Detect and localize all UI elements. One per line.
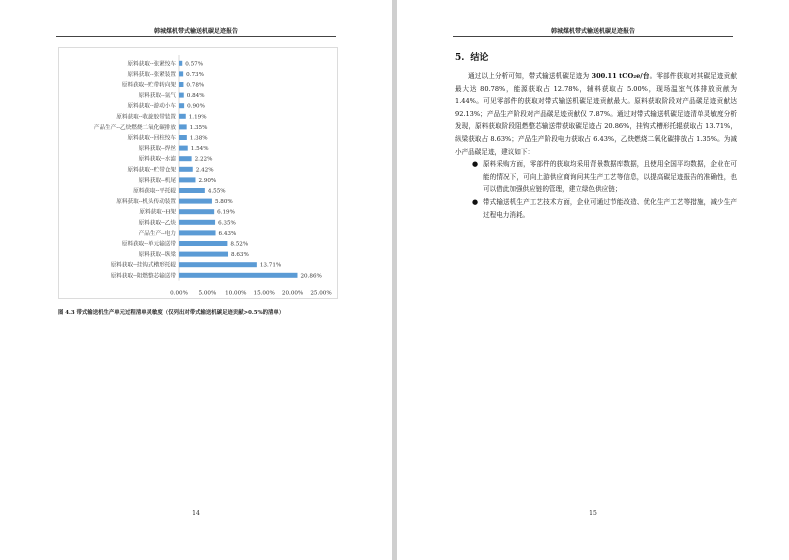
data-label: 6.35%	[218, 220, 236, 227]
right-page	[397, 0, 789, 560]
paragraph-text-1: 通过以上分析可知，带式输送机碳足迹为	[468, 72, 592, 80]
bar	[179, 71, 183, 76]
bar	[179, 220, 215, 225]
x-tick-label: 25.00%	[310, 290, 332, 297]
data-label: 0.57%	[185, 61, 204, 68]
category-label: 原料获取--乙炔	[138, 220, 176, 227]
running-header: 韩城煤机带式输送机碳足迹报告	[153, 28, 238, 35]
conclusion-body	[455, 70, 737, 221]
paragraph-text-2: 。零部件获取对其碳足迹贡献最大达 80.78%，能源获取占 12.78%，辅料获取占 5.00%，现场温室气体排放贡献为 1.44%。可见零部件的获取对带式输送机碳足迹贡献最大。原料获取阶段对产品碳足迹贡献达 92.13%；产品生产阶段对产品碳足迹贡献仅 7.87%。通过对带式输送机碳足迹清单灵敏度分析发现，原料获取阶段阻燃整芯输送带获取碳足迹占 20.86%，挂钩式槽形托辊获取占 13.71%，纵梁获取占 8.63%；产品生产阶段电力获取占 6.43%，乙炔燃烧二氧化碳排放占 1.35%。为减小产品碳足迹，建议如下：	[455, 72, 738, 156]
list-item-text: 原料采购方面，零部件的获取均采用背景数据库数据，且使用全国平均数据，企业在可能的情况下，可向上游供应商询问其生产工艺等信息，以提高碳足迹报告的准确性，也可以借此加强供应链的管理，建立绿色供应链；	[483, 160, 737, 194]
data-label: 0.73%	[186, 71, 204, 78]
data-label: 1.35%	[189, 124, 208, 131]
data-label: 6.19%	[217, 209, 235, 216]
category-label: 原料获取--回柱绞车	[127, 135, 176, 142]
running-header: 韩城煤机带式输送机碳足迹报告	[550, 28, 635, 35]
x-tick-label: 5.00%	[198, 290, 217, 297]
category-label: 产品生产--乙炔燃烧二氧化碳排放	[93, 124, 176, 131]
data-label: 1.54%	[190, 146, 209, 153]
data-label: 2.42%	[195, 167, 214, 174]
bar	[179, 230, 216, 235]
data-label: 2.22%	[194, 156, 213, 163]
page-number-right: 15	[589, 510, 597, 517]
data-label: 0.90%	[187, 103, 205, 110]
bar	[179, 199, 212, 204]
bullet-icon: ●	[472, 197, 479, 206]
bar	[179, 209, 214, 214]
category-label: 原料获取--纵梁	[138, 252, 176, 259]
bar	[179, 262, 257, 267]
category-label: 原料获取--机头传动装置	[116, 199, 176, 206]
bar-chart-svg	[59, 48, 337, 298]
bar	[179, 156, 192, 161]
category-label: 原料获取--挂钩式槽形托辊	[110, 262, 176, 269]
left-page	[0, 0, 392, 560]
category-label: 原料获取--张紧装置	[127, 71, 176, 78]
data-label: 1.19%	[188, 114, 207, 121]
category-label: 原料获取--焊丝	[138, 146, 176, 153]
section-heading	[455, 50, 488, 63]
bar	[179, 241, 227, 246]
bar	[179, 93, 184, 98]
category-label: 原料获取--收旋胶带装置	[116, 114, 176, 121]
list-item-text: 带式输送机生产工艺技术方面，企业可通过节能改造、优化生产工艺等措施，减少生产过程电力消耗。	[483, 197, 737, 219]
category-label: 原料获取--张紧绞车	[127, 61, 176, 68]
data-label: 4.55%	[207, 188, 226, 195]
bar	[179, 82, 183, 87]
data-label: 20.86%	[300, 273, 322, 280]
category-label: 原料获取--水滤	[138, 156, 176, 163]
data-label: 13.71%	[259, 262, 282, 269]
bar	[179, 124, 187, 129]
section-number: 5.	[455, 53, 465, 63]
data-label: 5.80%	[214, 199, 233, 206]
conclusion-paragraph	[455, 70, 737, 158]
sensitivity-bar-chart	[58, 47, 338, 299]
category-label: 原料获取--游动小车	[127, 103, 176, 110]
list-item	[455, 196, 737, 221]
category-label: 原料获取--氩气	[138, 93, 176, 100]
bullet-icon: ●	[472, 160, 479, 169]
category-label: 原料获取--H架	[139, 209, 176, 216]
bar	[179, 103, 184, 108]
data-label: 8.52%	[230, 241, 249, 248]
bar	[179, 135, 187, 140]
bar	[179, 61, 182, 66]
data-label: 2.90%	[198, 177, 217, 184]
header-rule	[453, 36, 733, 37]
category-label: 原料获取--贮带转向架	[121, 82, 176, 89]
x-tick-label: 20.00%	[281, 290, 304, 297]
bar	[179, 188, 205, 193]
bar	[179, 167, 193, 172]
category-label: 原料获取--平托辊	[133, 188, 176, 195]
bar	[179, 177, 195, 182]
carbon-footprint-value: 300.11 tCO₂e/台	[591, 72, 650, 80]
x-tick-label: 15.00%	[253, 290, 275, 297]
category-label: 原料获取--贮带仓架	[127, 167, 176, 174]
data-label: 1.38%	[189, 135, 208, 142]
data-label: 6.43%	[218, 230, 237, 237]
data-label: 0.78%	[186, 82, 205, 89]
list-item	[455, 158, 737, 196]
section-title: 结论	[470, 53, 489, 63]
bar	[179, 146, 188, 151]
category-label: 产品生产--电力	[138, 230, 176, 237]
category-label: 原料获取--阻燃整芯输送带	[110, 273, 176, 280]
header-rule	[56, 36, 336, 37]
page-number-left: 14	[192, 510, 200, 517]
figure-caption: 图 4.3 带式输送机生产单元过程清单灵敏度（仅列出对带式输送机碳足迹贡献>0.5%的清单）	[58, 310, 285, 316]
category-label: 原料获取--机尾	[138, 177, 176, 184]
category-label: 原料获取--单元输送带	[121, 241, 176, 248]
bar	[179, 252, 228, 257]
recommendation-list	[455, 158, 737, 221]
x-tick-label: 10.00%	[225, 290, 247, 297]
data-label: 0.84%	[186, 93, 205, 100]
bar	[179, 273, 297, 278]
bar	[179, 114, 186, 119]
data-label: 8.63%	[231, 252, 249, 259]
x-tick-label: 0.00%	[170, 290, 188, 297]
